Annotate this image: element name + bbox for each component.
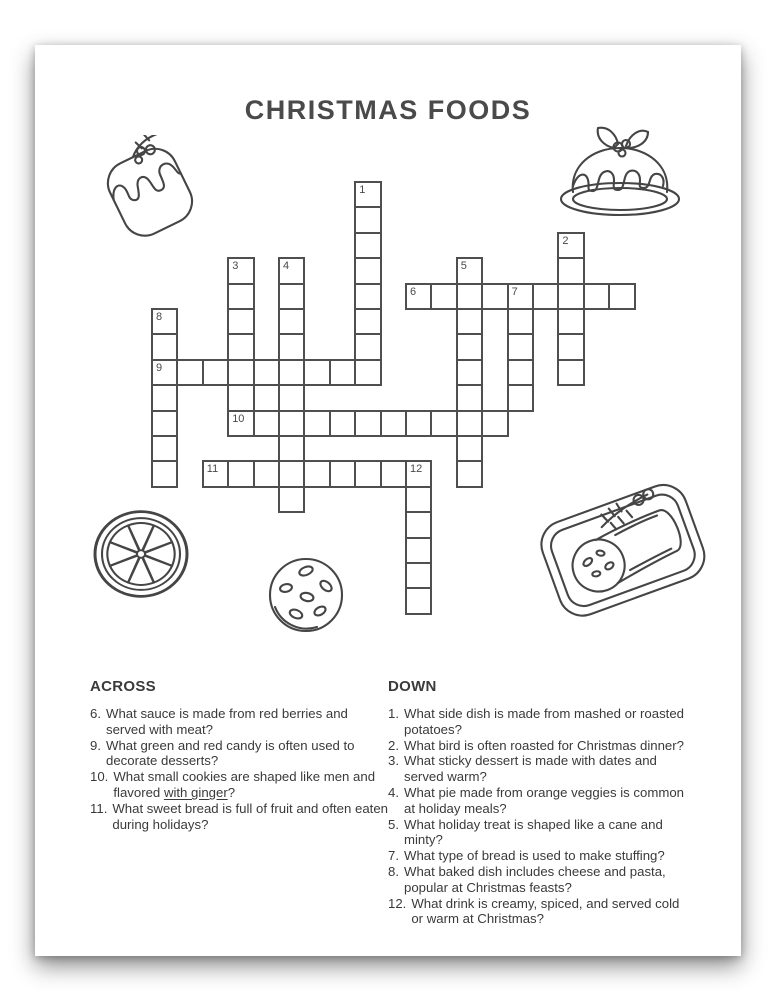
grid-cell bbox=[151, 384, 178, 411]
clue-number: 2. bbox=[388, 737, 399, 753]
clue-number: 3. bbox=[388, 753, 399, 769]
grid-cell bbox=[278, 333, 305, 360]
grid-cell bbox=[278, 410, 305, 437]
grid-cell bbox=[583, 283, 610, 310]
clue-text: What sweet bread is full of fruit and often eaten during holidays? bbox=[112, 800, 388, 832]
grid-cell bbox=[608, 283, 635, 310]
clue-number: 9. bbox=[90, 737, 101, 753]
clue-text: What small cookies are shaped like men and flavored with ginger? bbox=[113, 769, 376, 800]
grid-cell-number: 10 bbox=[232, 412, 245, 425]
grid-cell bbox=[456, 308, 483, 335]
clue-text: What holiday treat is shaped like a cane and minty? bbox=[404, 816, 663, 848]
grid-cell-number: 6 bbox=[410, 285, 417, 298]
grid-cell bbox=[354, 206, 381, 233]
grid-cell bbox=[151, 359, 178, 386]
grid-cell bbox=[227, 384, 254, 411]
clue-number: 11. bbox=[90, 800, 108, 816]
grid-cell bbox=[557, 333, 584, 360]
grid-cell-number: 9 bbox=[156, 361, 163, 374]
grid-cell bbox=[405, 562, 432, 589]
across-section bbox=[90, 678, 388, 832]
clue-item bbox=[388, 785, 693, 817]
grid-cell bbox=[405, 283, 432, 310]
clue-item bbox=[388, 864, 693, 896]
grid-cell bbox=[456, 460, 483, 487]
grid-cell bbox=[456, 333, 483, 360]
grid-cell bbox=[278, 486, 305, 513]
grid-cell bbox=[507, 308, 534, 335]
clue-item bbox=[388, 738, 693, 754]
grid-cell bbox=[227, 308, 254, 335]
grid-cell bbox=[481, 283, 508, 310]
grid-cell bbox=[456, 283, 483, 310]
clue-number: 1. bbox=[388, 706, 399, 721]
across-clues bbox=[90, 706, 388, 832]
clue-item bbox=[388, 753, 693, 785]
grid-cell bbox=[278, 308, 305, 335]
grid-cell bbox=[354, 181, 381, 208]
grid-cell bbox=[456, 359, 483, 386]
grid-cell bbox=[227, 257, 254, 284]
grid-cell bbox=[557, 257, 584, 284]
grid-cell bbox=[278, 460, 305, 487]
grid-cell bbox=[456, 257, 483, 284]
clue-item bbox=[90, 801, 388, 833]
clue-item bbox=[388, 848, 693, 864]
grid-cell bbox=[456, 435, 483, 462]
grid-cell bbox=[303, 359, 330, 386]
grid-cell bbox=[202, 460, 229, 487]
grid-cell bbox=[253, 359, 280, 386]
grid-cell bbox=[354, 410, 381, 437]
grid-cell-number: 2 bbox=[562, 234, 569, 247]
grid-cell bbox=[430, 283, 457, 310]
grid-cell bbox=[303, 460, 330, 487]
grid-cell bbox=[557, 359, 584, 386]
grid-cell-number: 11 bbox=[206, 463, 219, 476]
grid-cell bbox=[227, 410, 254, 437]
grid-cell bbox=[557, 308, 584, 335]
grid-cell bbox=[227, 460, 254, 487]
grid-cell bbox=[481, 410, 508, 437]
grid-cell bbox=[507, 283, 534, 310]
down-header: DOWN bbox=[388, 678, 437, 695]
orange-slice-icon bbox=[88, 506, 194, 602]
grid-cell bbox=[380, 460, 407, 487]
clue-text: What drink is creamy, spiced, and served cold or warm at Christmas? bbox=[411, 895, 680, 927]
grid-cell bbox=[405, 486, 432, 513]
clue-text: What baked dish includes cheese and pasta, popular at Christmas feasts? bbox=[404, 863, 666, 895]
grid-cell bbox=[202, 359, 229, 386]
grid-cell-number: 12 bbox=[410, 463, 423, 476]
grid-cell-number: 4 bbox=[283, 260, 290, 273]
grid-cell bbox=[354, 359, 381, 386]
grid-cell bbox=[405, 511, 432, 538]
grid-cell bbox=[176, 359, 203, 386]
cookie-icon bbox=[263, 553, 349, 639]
clue-text: What bird is often roasted for Christmas dinner? bbox=[404, 737, 684, 753]
grid-cell-number: 7 bbox=[511, 285, 518, 298]
grid-cell bbox=[557, 283, 584, 310]
grid-cell bbox=[278, 435, 305, 462]
grid-cell bbox=[253, 410, 280, 437]
grid-cell-number: 1 bbox=[359, 184, 366, 196]
grid-cell bbox=[354, 257, 381, 284]
grid-cell bbox=[557, 232, 584, 259]
clue-text: What sauce is made from red berries and served with meat? bbox=[106, 706, 348, 737]
grid-cell-number: 3 bbox=[232, 260, 239, 273]
grid-cell bbox=[456, 384, 483, 411]
grid-cell bbox=[278, 283, 305, 310]
clue-number: 6. bbox=[90, 706, 101, 721]
yule-log-icon bbox=[523, 468, 719, 634]
clue-text: What type of bread is used to make stuffing? bbox=[404, 848, 665, 864]
grid-cell bbox=[151, 308, 178, 335]
grid-cell bbox=[303, 410, 330, 437]
grid-cell bbox=[430, 410, 457, 437]
grid-cell bbox=[354, 308, 381, 335]
clue-number: 12. bbox=[388, 895, 407, 911]
grid-cell bbox=[227, 359, 254, 386]
grid-cell bbox=[278, 384, 305, 411]
grid-cell bbox=[278, 359, 305, 386]
grid-cell bbox=[329, 460, 356, 487]
clue-item bbox=[388, 896, 693, 928]
grid-cell bbox=[405, 537, 432, 564]
grid-cell bbox=[151, 435, 178, 462]
clue-text: What green and red candy is often used to decorate desserts? bbox=[106, 737, 355, 769]
page-title: CHRISTMAS FOODS bbox=[244, 95, 532, 125]
grid-cell bbox=[405, 410, 432, 437]
grid-cell bbox=[507, 359, 534, 386]
grid-cell bbox=[354, 460, 381, 487]
grid-cell bbox=[405, 460, 432, 487]
clue-number: 10. bbox=[90, 769, 109, 785]
grid-cell-number: 8 bbox=[156, 311, 163, 323]
grid-cell bbox=[354, 283, 381, 310]
clue-item bbox=[90, 769, 388, 801]
grid-cell bbox=[278, 257, 305, 284]
grid-cell bbox=[456, 410, 483, 437]
grid-cell bbox=[329, 410, 356, 437]
clue-number: 7. bbox=[388, 848, 399, 864]
grid-cell bbox=[151, 410, 178, 437]
clue-number: 8. bbox=[388, 863, 399, 879]
grid-cell bbox=[507, 384, 534, 411]
down-section bbox=[388, 678, 693, 927]
clue-number: 4. bbox=[388, 784, 399, 800]
grid-cell bbox=[354, 232, 381, 259]
grid-cell-number: 5 bbox=[460, 260, 467, 273]
clue-item bbox=[90, 706, 388, 738]
down-clues bbox=[388, 706, 693, 927]
clue-item bbox=[388, 817, 693, 849]
clue-text: What sticky dessert is made with dates and served warm? bbox=[404, 753, 657, 785]
grid-cell bbox=[507, 333, 534, 360]
grid-cell bbox=[151, 333, 178, 360]
grid-cell bbox=[405, 587, 432, 614]
grid-cell bbox=[354, 333, 381, 360]
clue-text: What side dish is made from mashed or roasted potatoes? bbox=[404, 706, 684, 737]
grid-cell bbox=[253, 460, 280, 487]
grid-cell bbox=[227, 333, 254, 360]
grid-cell bbox=[151, 460, 178, 487]
grid-cell bbox=[329, 359, 356, 386]
grid-cell bbox=[227, 283, 254, 310]
grid-cell bbox=[532, 283, 559, 310]
across-header: ACROSS bbox=[90, 678, 156, 695]
grid-cell bbox=[380, 410, 407, 437]
clue-item bbox=[90, 738, 388, 770]
worksheet-page bbox=[35, 45, 741, 956]
clue-item bbox=[388, 706, 693, 738]
clue-number: 5. bbox=[388, 816, 399, 832]
clue-text: What pie made from orange veggies is common at holiday meals? bbox=[404, 784, 684, 816]
